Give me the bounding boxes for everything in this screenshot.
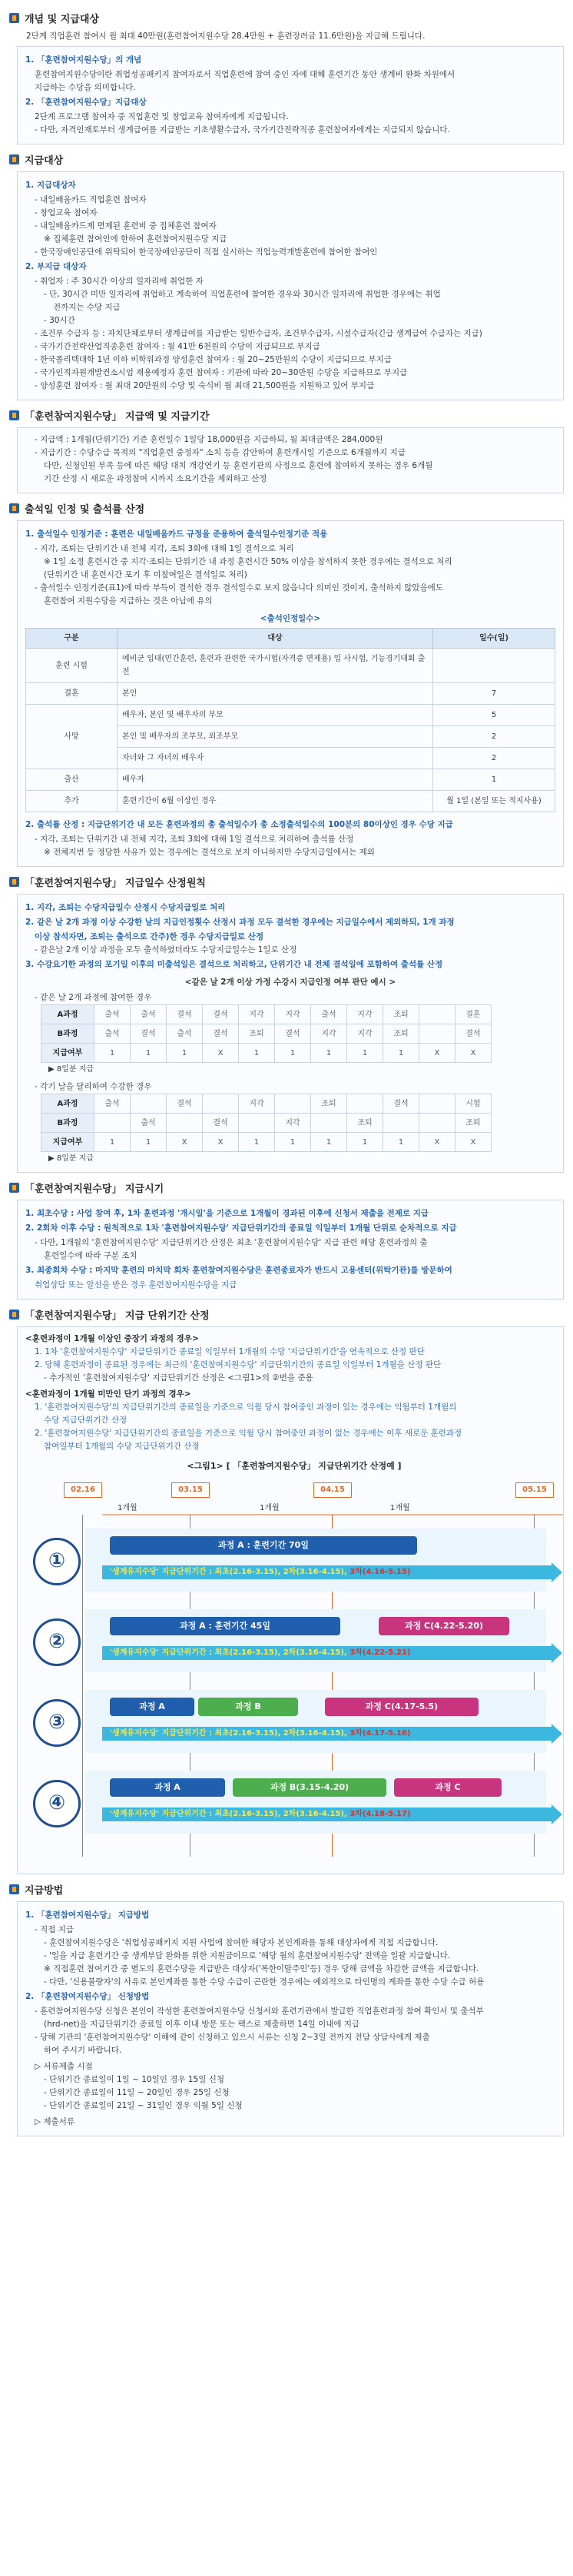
grid-cell: X	[203, 1133, 239, 1152]
text-line: - 훈련참여지원수당 신청은 본인이 작성한 훈련참여지원수당 신청서와 훈련기관에서 발급한 직업훈련과정 참여 확인서 및 출석부	[35, 2007, 484, 2016]
text-line: - 직접 지급	[35, 1925, 75, 1934]
text-line: - 30시간	[44, 316, 75, 325]
grid-cell: 1	[383, 1133, 419, 1152]
method-box	[17, 1901, 564, 2136]
period-text: '생계유지수당' 지급단위기간 : 최초(2.16-3.15), 2차(3.16-4.15),	[110, 1648, 350, 1657]
text-line: - 조건부 수급자 등 : 자치단체로부터 생계급여를 지급받는 일반수급자, 조건부수급자, 시설수급자(긴급 생계급여 수급자는 지급)	[35, 329, 482, 338]
course-bar: 과정 C(4.17-5.5)	[325, 1698, 479, 1716]
text-line: ※ 전체지번 등 정당한 사유가 있는 경우에는 결석으로 보지 아니하지만 수당지급일에서는 제외	[44, 848, 375, 857]
case-number: ②	[33, 1618, 81, 1666]
grid-cell: X	[167, 1133, 203, 1152]
text-line: 1. 1차 '훈련참여지원수당' 지급단위기간 종료일 익일부터 1개월의 수당 '지급단위기간'을 연속적으로 산정 판단	[35, 1347, 425, 1356]
period-arrow	[102, 1808, 551, 1821]
grid-cell: 1	[239, 1044, 275, 1063]
grid-cell	[167, 1114, 203, 1133]
grid-cell: 지각	[275, 1114, 311, 1133]
section-title-concept	[9, 11, 564, 25]
grid-cell: 출석	[311, 1005, 347, 1024]
period-box	[17, 1326, 564, 1874]
grid-row	[41, 1133, 492, 1152]
text-line: 하여 주시기 바랍니다.	[44, 2046, 122, 2055]
section-title-text: 「훈련참여지원수당」 지급액 및 지급기간	[25, 411, 210, 423]
grid-cell: 지각	[239, 1005, 275, 1024]
month-label: 1개월	[118, 1504, 137, 1512]
section-title-text: 「훈련참여지원수당」 지급시기	[25, 1183, 164, 1195]
grid-cell: X	[455, 1133, 492, 1152]
grid-cell: 조퇴	[347, 1114, 383, 1133]
text-line: - 취업자 : 주 30시간 이상의 일자리에 취업한 자	[35, 277, 204, 286]
timeline-axis	[102, 1514, 563, 1515]
text-line: - 한국장애인공단에 위탁되어 한국장애인공단이 직접 실시하는 직업능력개발훈련에 참여한 참여인	[35, 247, 378, 257]
timing-box	[17, 1200, 564, 1300]
grid-cell: 결석	[131, 1024, 167, 1044]
grid-cell	[419, 1114, 455, 1133]
grid-cell: 결석	[275, 1024, 311, 1044]
date-label: 05.15	[515, 1482, 554, 1498]
column-header: 구분	[26, 629, 118, 649]
text-line: - 국가기간전략산업직종훈련 참여자 : 월 41만 6천원의 수당이 지급되므로 부지급	[35, 342, 320, 351]
period-third: 3차(4.17-5.16)	[349, 1729, 411, 1738]
table-cell: 2	[433, 726, 555, 748]
rate-heading: 2. 출석률 산정 : 지급단위기간 내 모든 훈련과정의 총 출석일수가 총 소정출석일수의 100분의 80이상인 경우 수당 지급	[25, 820, 453, 829]
apply-heading: 2. 「훈련참여지원수당」 신청방법	[25, 1992, 150, 2001]
target-heading: 2. 「훈련참여지원수당」지급대상	[25, 98, 147, 107]
grid-cell: 결석	[203, 1024, 239, 1044]
period-arrow	[102, 1565, 551, 1579]
grid-cell: 결석	[203, 1114, 239, 1133]
section-title-text: 개념 및 지급대상	[25, 14, 99, 25]
table-cell: 자녀와 그 자녀의 배우자	[118, 748, 433, 769]
text-line: 2단계 프로그램 참여자 중 직업훈련 및 창업교육 참여자에게 지급됩니다.	[35, 112, 289, 121]
text-line: 1. 지각, 조퇴는 수당지급일수 산정시 수당지급일로 처리	[25, 903, 226, 912]
table-row	[26, 649, 555, 683]
section-title-attendance	[9, 501, 564, 516]
period-text: '생계유지수당' 지급단위기간 : 최초(2.16-3.15), 2차(3.16-4.15),	[110, 1810, 350, 1818]
section-title-method	[9, 1882, 564, 1897]
text-line: - 지각, 조퇴는 단위기간 내 전체 지각, 조퇴 3회에 대해 1일 결석으로 처리	[35, 544, 294, 553]
grid-cell	[419, 1094, 455, 1114]
text-line: - 다만, 1개월의 '훈련참여지원수당' 지급단위기간 산정은 최초 '훈련참여지원수당' 지급 관련 해당 훈련과정의 출	[35, 1238, 428, 1247]
grid-cell: 출석	[131, 1005, 167, 1024]
text-line: ※ 1일 소정 훈련시간 중 지각·조퇴는 단위기간 내 과정 훈련시간 50% 이상을 참석하지 못한 경우에는 결석으로 처리	[44, 557, 452, 566]
month-label: 1개월	[260, 1504, 280, 1512]
grid-cell	[203, 1094, 239, 1114]
grid-cell: 출석	[167, 1024, 203, 1044]
grid-cell: 1	[347, 1133, 383, 1152]
text-line: 다만, 신청인원 부족 등에 따른 해당 대치 개강연기 등 훈련기관의 사정으로 훈련에 참여하지 못하는 경우 6개월	[44, 461, 433, 470]
grid-cell: 1	[347, 1044, 383, 1063]
grid-cell: 조퇴	[383, 1024, 419, 1044]
table-cell: 본인 및 배우자의 조부모, 외조부모	[118, 726, 433, 748]
text-line: ※ 직접훈련 참여기간 중 별도의 훈련수당을 지급받은 대상자('폭한이탈주민'등) 경우 당해 금액을 차감한 금액을 지급합니다.	[44, 1964, 479, 1973]
grid-cell: 출석	[94, 1005, 131, 1024]
days-box	[17, 894, 564, 1173]
column-header: 일수(일)	[433, 629, 555, 649]
eligible-heading: 1. 지급대상자	[25, 181, 76, 190]
short-course-heading: <훈련과정이 1개월 미만인 단기 과정의 경우>	[25, 1389, 191, 1399]
grid-cell: 조퇴	[239, 1024, 275, 1044]
table-cell: 추가	[26, 791, 118, 812]
text-line: - 출석일수 인정기준(표1)에 따라 부득이 결석한 경우 결석일수로 보지 않읍니다 의미인 것이지, 출석하지 않았음에도	[35, 583, 443, 593]
grid-row-label: 지급여부	[41, 1133, 94, 1152]
text-line: - 다만, '신용불량자'의 사유로 본인계좌를 통한 수당 수급이 곤란한 경우에는 예외적으로 타인명의 계좌를 통한 수당 수급 허용	[44, 1977, 485, 1987]
text-line: 2. 2회차 이후 수당 : 원칙적으로 1차 '훈련참여지원수당' 지급단위기간의 종료일 익일부터 1개월 단위로 순차적으로 지급	[25, 1223, 457, 1233]
period-third: 3차(4.18-5.17)	[349, 1810, 411, 1818]
section-bullet-icon	[9, 154, 19, 164]
text-line: - 당해 기관의 '훈련참여지원수당' 이해에 같이 신청하고 있으시 서류는 신청 2~3일 전까지 전담 상담사에게 제출	[35, 2033, 430, 2042]
text-line: - 창업교육 참여자	[35, 208, 98, 217]
method-heading: 1. 「훈련참여지원수당」 지급방법	[25, 1910, 150, 1920]
period-arrow	[102, 1727, 551, 1741]
section-bullet-icon	[9, 503, 19, 513]
grid-cell: 결석	[203, 1005, 239, 1024]
course-bar: 과정 A	[110, 1698, 194, 1716]
text-line: - 단위기간 종료일이 11일 ~ 20일인 경우 25일 신청	[44, 2088, 230, 2097]
table-row	[26, 769, 555, 791]
grid-row	[41, 1024, 492, 1044]
grid-row-label: A과정	[41, 1094, 94, 1114]
example-grid-2	[41, 1094, 492, 1152]
table-cell: 결혼	[26, 683, 118, 705]
course-bar: 과정 A : 훈련기간 45일	[110, 1617, 340, 1635]
table-cell: 2	[433, 748, 555, 769]
text-line: ▷ 서류제출 시점	[35, 2062, 93, 2071]
table-cell: 훈련기간이 6월 이상인 경우	[118, 791, 433, 812]
month-label: 1개월	[390, 1504, 410, 1512]
grid-cell: 1	[131, 1044, 167, 1063]
ineligible-heading: 2. 부지급 대상자	[25, 262, 87, 271]
section-title-text: 「훈련참여지원수당」 지급 단위기간 산정	[25, 1310, 210, 1322]
text-line: - '일을 지급 훈련기간 중 생계부담 완화를 위한 지원금이므로 '해당 월의 훈련참여지원수당' 전액을 일괄 지급합니다.	[44, 1951, 451, 1960]
text-line: - 단위기간 종료일이 1일 ~ 10일인 경우 15일 신청	[44, 2075, 224, 2084]
table-title: <출석인정일수>	[260, 614, 321, 623]
grid-cell: 1	[131, 1133, 167, 1152]
table-cell: 예비군 입대(민간훈련, 훈련과 관련한 국가시험(자격증 면제용) 입 사시험, 기능경기대회 출전	[118, 649, 433, 683]
text-line: 3. 수강요기한 과정의 포기일 이후의 미출석일은 결석으로 처리하고, 단위기간 내 전체 결석일에 포함하여 출석률 산정	[25, 960, 443, 969]
table-row	[26, 683, 555, 705]
section-bullet-icon	[9, 1310, 19, 1320]
example-grid-1	[41, 1004, 492, 1063]
grid-cell: 지각	[347, 1005, 383, 1024]
section-title-amount	[9, 408, 564, 423]
grid-cell: X	[419, 1044, 455, 1063]
grid-cell: 조퇴	[383, 1005, 419, 1024]
period-text: '생계유지수당' 지급단위기간 : 최초(2.16-3.15), 2차(3.16-4.15),	[110, 1568, 350, 1576]
grid-cell: 시험	[455, 1094, 492, 1114]
text-line: - 다만, 자격인재토부터 생계급여를 지급받는 기초생활수급자, 국가기간전략직종 훈련참여자에게는 지급되지 않습니다.	[35, 125, 450, 134]
period-third: 3차(4.16-5.15)	[349, 1568, 411, 1576]
text-line: - 지급액 : 1개월(단위기간) 기준 훈련일수 1일당 18,000원을 지급하되, 월 최대금액은 284,000원	[35, 435, 383, 444]
text-line: - 지각, 조퇴는 단위기간 내 전체 지각, 조퇴 3회에 대해 1일 결석으로 처리하여 출석률 산정	[35, 835, 354, 844]
section-title-text: 지급방법	[25, 1885, 64, 1897]
section-bullet-icon	[9, 877, 19, 887]
grid-cell: 지각	[239, 1094, 275, 1114]
text-line: - 단위기간 종료일이 21일 ~ 31일인 경우 익월 5일 신청	[44, 2101, 243, 2110]
text-line: ▷ 제출서류	[35, 2117, 75, 2126]
grid-cell: 결혼	[455, 1005, 492, 1024]
course-bar: 과정 B	[198, 1698, 298, 1716]
grid-row-label: B과정	[41, 1114, 94, 1133]
grid-cell	[347, 1094, 383, 1114]
grid-cell: 1	[311, 1133, 347, 1152]
course-bar: 과정 B(3.15-4.20)	[233, 1778, 386, 1797]
grid-cell: 조퇴	[455, 1114, 492, 1133]
grid-cell: 1	[167, 1044, 203, 1063]
text-line: - 훈련참여지원수당은 '취업성공패키지 지원 사업에 참여한 해당자 본인계좌를 통해 대상자에게 직접 지급합니다.	[44, 1938, 439, 1947]
concept-box	[17, 46, 564, 144]
date-label: 03.15	[171, 1482, 210, 1498]
example-title: <같은 날 2개 이상 가정 수강시 지급인정 여부 판단 예시 >	[184, 978, 396, 987]
table-cell	[433, 649, 555, 683]
grid-cell: 출석	[94, 1024, 131, 1044]
grid-cell	[94, 1114, 131, 1133]
section-bullet-icon	[9, 410, 19, 420]
text-line: 훈련참여 지원수당을 지급하는 것은 아님에 유의	[44, 596, 213, 606]
text-line: - 지급기간 : 수당수급 목적의 "직업훈련 중정자" 소치 등을 감안하여 훈련개시일 기준으로 6개월까지 지급	[35, 448, 406, 457]
section-title-text: 지급대상	[25, 155, 64, 167]
grid-cell: 1	[239, 1133, 275, 1152]
figure-title: <그림1> [ 「훈련참여지원수당」 지급단위기간 산정예 ]	[187, 1461, 402, 1471]
section-title-text: 출석일 인정 및 출석률 산정	[25, 504, 145, 516]
grid-cell	[383, 1114, 419, 1133]
text-line: 1. '훈련참여지원수당'의 지급단위기간의 종료일을 기준으로 익월 당시 참여중인 과정이 있는 경우에는 익월부터 1개월의	[35, 1403, 457, 1412]
grid-row	[41, 1044, 492, 1063]
section-title-text: 「훈련참여지원수당」 지급일수 산정원칙	[25, 878, 206, 889]
grid-cell: 조퇴	[311, 1094, 347, 1114]
text-line: - 같은날 2개 이상 과정을 모두 출석하였더라도 수당지급일수는 1일로 산정	[35, 945, 297, 954]
text-line: - 내일배움카드제 면제된 훈련비 중 집체훈련 참여자	[35, 221, 217, 231]
text-line: ※ 집체훈련 참여인에 한하여 훈련참여지원수당 지급	[44, 234, 227, 244]
course-bar: 과정 A : 훈련기간 70일	[110, 1536, 417, 1555]
period-third: 3차(4.22-5.21)	[349, 1648, 411, 1657]
section-title-timing	[9, 1180, 564, 1195]
grid-note: ▶ 8일분 지급	[48, 1065, 94, 1074]
text-line: 취업상담 또는 알선을 받은 경우 훈련참여지원수당을 지급	[35, 1280, 237, 1290]
grid-cell: 출석	[131, 1114, 167, 1133]
grid-cell: 1	[94, 1133, 131, 1152]
text-line: 훈련참여지원수당이란 취업성공패키지 참여자로서 직업훈련에 참여 중인 자에 대해 훈련기간 동안 생계비 완화 차원에서	[35, 70, 455, 79]
grid-cell: 지각	[347, 1024, 383, 1044]
attendance-heading: 1. 출석일수 인정기준 : 훈련은 내일배움카드 규정을 준용하여 출석일수인정기준 적용	[25, 529, 328, 539]
text-line: - 양성훈련 참여자 : 월 최대 20만원의 수당 및 숙식비 월 최대 21,500원을 지원하고 있어 부지급	[35, 381, 375, 390]
table-cell: 월 1일 (본일 또는 적지사용)	[433, 791, 555, 812]
amount-box	[17, 427, 564, 493]
text-line: 훈련일수에 따라 구분 조치	[44, 1251, 137, 1260]
section-bullet-icon	[9, 1183, 19, 1193]
case-number: ①	[33, 1538, 81, 1585]
date-label: 04.15	[313, 1482, 352, 1498]
example-label: - 같은 날 2개 과정에 참여한 경우	[35, 993, 152, 1002]
case-number: ③	[33, 1699, 81, 1747]
grid-cell: X	[203, 1044, 239, 1063]
text-line: 3. 최종회차 수당 : 마지막 훈련의 마치막 회차 훈련참여지원수당은 훈련종료자가 반드시 고용센터(위탁기관)를 방문하여	[25, 1266, 452, 1275]
text-line: 기간 산정 시 새로운 과정참여 시까지 소요기간을 제외하고 산정	[44, 474, 267, 483]
date-tick	[82, 1515, 83, 1857]
text-line: (단위기간 내 훈련시간 포기 후 미참여일은 결석일로 처리)	[44, 570, 247, 579]
grid-cell	[311, 1114, 347, 1133]
table-row	[26, 705, 555, 726]
text-line: 지급하는 수당을 의미합니다.	[35, 83, 136, 92]
grid-cell	[239, 1114, 275, 1133]
grid-cell: 1	[275, 1044, 311, 1063]
text-line: (hrd-net)을 지급단위기간 종료일 이후 이내 방문 또는 팩스로 제출하면 14일 이내에 지급	[44, 2020, 360, 2029]
example-label: - 각기 날을 달리하여 수강한 경우	[35, 1082, 152, 1091]
text-line: - 추가적인 '훈련참여지원수당' 지급단위기간 산정은 <그림1>의 ②번을 준용	[44, 1373, 313, 1383]
grid-cell: 결석	[167, 1005, 203, 1024]
table-cell: 사망	[26, 705, 118, 769]
grid-cell: 지각	[311, 1024, 347, 1044]
intro-text: 2단계 직업훈련 참여시 월 최대 40만원(훈련참여지원수당 28.4만원 + 훈련장려금 11.6만원)을 지급해 드립니다.	[26, 32, 426, 41]
attendance-table	[25, 628, 555, 812]
table-cell: 배우자, 본인 및 배우자의 부모	[118, 705, 433, 726]
grid-cell: 결석	[455, 1024, 492, 1044]
text-line: 참여일부터 1개월의 수당 지급단위기간 산정	[44, 1442, 200, 1451]
table-cell: 1	[433, 769, 555, 791]
grid-cell: X	[455, 1044, 492, 1063]
text-line: - 국가인적자원개발컨소시엄 재용예정자 훈련 참여자 : 기관에 따라 20~30만원 수당을 지급하므로 부지급	[35, 368, 408, 377]
grid-cell: 결석	[383, 1094, 419, 1114]
grid-row-label: 지급여부	[41, 1044, 94, 1063]
period-diagram	[25, 1459, 563, 1867]
text-line: 수당 지급단위기간 산정	[44, 1416, 128, 1425]
grid-cell: 지각	[275, 1005, 311, 1024]
long-course-heading: <훈련과정이 1개월 이상인 중장기 과정의 경우>	[25, 1334, 199, 1343]
table-cell: 7	[433, 683, 555, 705]
grid-cell: X	[419, 1133, 455, 1152]
date-label: 02.16	[64, 1482, 102, 1498]
section-title-days	[9, 875, 564, 889]
grid-cell	[419, 1024, 455, 1044]
course-bar: 과정 A	[110, 1778, 225, 1797]
grid-cell: 1	[383, 1044, 419, 1063]
text-line: 2. '훈련참여지원수당' 지급단위기간의 종료일을 기준으로 익월 당시 참여중인 과정이 없는 경우에는 이후 새로운 훈련과정	[35, 1429, 462, 1438]
section-bullet-icon	[9, 13, 19, 23]
grid-row	[41, 1114, 492, 1133]
grid-cell: 1	[94, 1044, 131, 1063]
grid-cell	[131, 1094, 167, 1114]
table-row	[26, 791, 555, 812]
attendance-box	[17, 520, 564, 867]
table-cell: 5	[433, 705, 555, 726]
text-line: 전까지는 수당 지급	[53, 303, 121, 312]
text-line: - 단, 30시간 미만 일자리에 취업하고 계속하여 직업훈련에 참여한 경우와 30시간 일자리에 취업한 경우에는 취업	[44, 290, 441, 299]
column-header: 대상	[118, 629, 433, 649]
text-line: 2. 당해 훈련과정이 종료된 경우에는 최근의 '훈련참여지원수당' 지급단위기간의 종료일 익일부터 1개월을 산정 판단	[35, 1360, 442, 1369]
grid-cell: 1	[275, 1133, 311, 1152]
section-bullet-icon	[9, 1884, 19, 1894]
target-box	[17, 171, 564, 400]
grid-cell: 결석	[167, 1094, 203, 1114]
text-line: - 내일배움카드 직업훈련 참여자	[35, 195, 147, 204]
grid-cell: 1	[311, 1044, 347, 1063]
grid-row-label: A과정	[41, 1005, 94, 1024]
table-cell: 배우자	[118, 769, 433, 791]
concept-heading: 1. 「훈련참여지원수당」의 개념	[25, 55, 142, 65]
case-number: ④	[33, 1780, 81, 1827]
grid-cell	[275, 1094, 311, 1114]
period-text: '생계유지수당' 지급단위기간 : 최초(2.16-3.15), 2차(3.16-4.15),	[110, 1729, 350, 1738]
period-arrow	[102, 1646, 551, 1660]
text-line: 이상 참석자면, 조퇴는 출석으로 간주)한 경우 수당지급일로 산정	[35, 932, 264, 941]
text-line: 1. 최초수당 : 사업 참여 후, 1차 훈련과정 '개시일'을 기준으로 1개월이 경과된 이후에 신청서 제출을 전제로 지급	[25, 1209, 429, 1218]
grid-note: ▶ 8일분 지급	[48, 1154, 94, 1163]
grid-cell	[419, 1005, 455, 1024]
table-cell: 출산	[26, 769, 118, 791]
text-line: - 한국폴리텍대학 1년 이하 비학위과정 양성훈련 참여자 : 월 20~25만원의 수당이 지급되므로 부지급	[35, 355, 392, 364]
grid-row-label: B과정	[41, 1024, 94, 1044]
course-bar: 과정 C(4.22-5.20)	[379, 1617, 509, 1635]
grid-row	[41, 1094, 492, 1114]
table-cell: 훈련 시험	[26, 649, 118, 683]
section-title-period	[9, 1307, 564, 1322]
course-bar: 과정 C	[394, 1778, 502, 1797]
table-cell: 본인	[118, 683, 433, 705]
grid-cell: 출석	[94, 1094, 131, 1114]
text-line: 2. 같은 날 2개 과정 이상 수강한 날의 지급인정횟수 산정시 과정 모두 결석한 경우에는 지급일수에서 제외하되, 1개 과정	[25, 918, 455, 927]
grid-row	[41, 1005, 492, 1024]
section-title-target	[9, 152, 564, 167]
